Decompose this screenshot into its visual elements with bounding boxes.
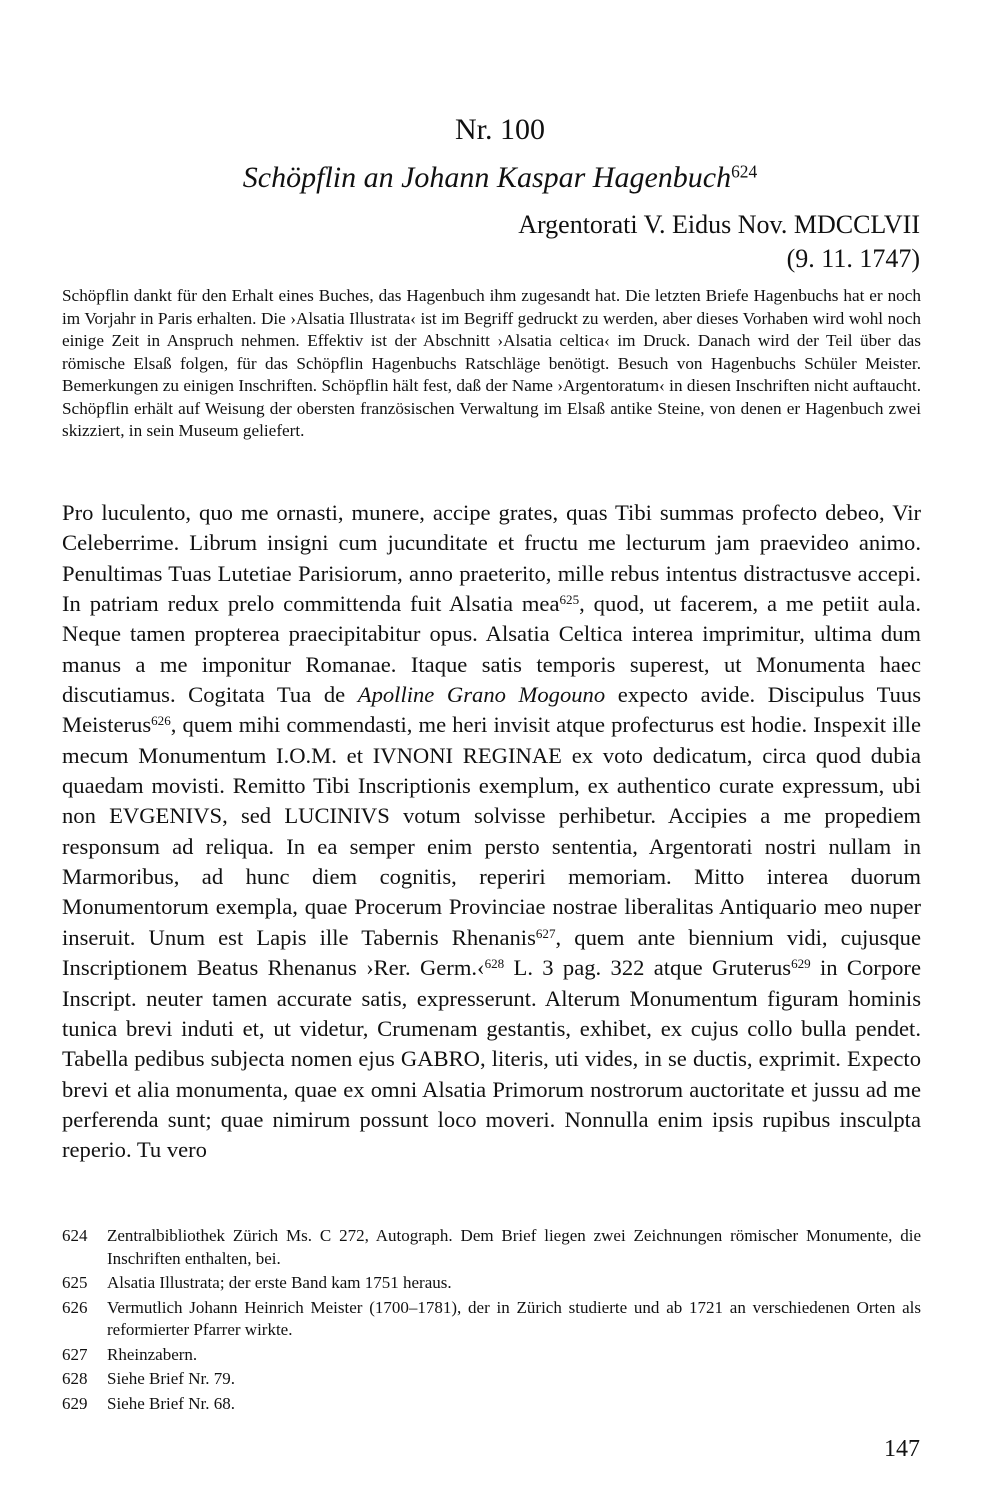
footnote-number: 627 — [62, 1344, 88, 1364]
letter-title-text: Schöpflin an Johann Kaspar Hagenbuch — [242, 161, 732, 194]
footnote-number: 628 — [62, 1369, 88, 1388]
letter-date-modern: (9. 11. 1747) — [786, 244, 920, 273]
letter-body — [62, 498, 921, 1166]
footnote-number: 629 — [62, 1393, 88, 1413]
footnote-text: Zentralbibliothek Zürich Ms. C 272, Autograph. Dem Brief liegen zwei Zeichnungen römischer Monumente, die Inschriften enthalten, bei. — [107, 1226, 921, 1268]
footnote-ref-628[interactable]: 628 — [484, 955, 505, 971]
footnote-ref-626[interactable]: 626 — [151, 713, 171, 729]
body-italic-text: Apolline Grano Mogouno — [357, 682, 606, 708]
body-text: in Corpore Inscript. neuter tamen accurate satis, expresserunt. Alterum Monumentum figuram hominis tunica brevi induti et, ut videtur, Crumenam gestantis, exhibet, ex cujus collo bulla pendet. Tabella pedibus subjecta nomen ejus GABRO, literis, uti vides, in se ductis, exprimit. Expecto brevi et alia monumenta, quae ex omni Alsatia Primorum nostrorum auctoritate et jussu ad me perferenda sunt; quae nimirum possunt loco moveri. Nonnulla enim ipsis rupibus insculpta reperio. Tu vero — [62, 955, 921, 1163]
body-text: L. 3 pag. 322 atque Gruterus — [504, 955, 792, 981]
footnote-text: Siehe Brief Nr. 68. — [107, 1393, 235, 1413]
footnote-text: Alsatia Illustrata; der erste Band kam 1751 heraus. — [107, 1273, 452, 1292]
letter-number-heading: Nr. 100 — [455, 113, 545, 146]
footnote-item — [62, 1368, 921, 1391]
footnote-ref-627[interactable]: 627 — [535, 925, 556, 941]
letter-title — [0, 160, 1000, 196]
footnote-ref-629[interactable]: 629 — [791, 955, 811, 971]
footnote-item — [62, 1225, 921, 1270]
footnote-number: 626 — [62, 1297, 88, 1317]
footnote-text: Rheinzabern. — [107, 1344, 198, 1364]
body-text: , quem ante biennium vidi, cujusque Inscriptionem Beatus Rhenanus ›Rer. Germ.‹ — [62, 924, 921, 981]
footnote-number: 624 — [62, 1226, 88, 1245]
letter-summary: Schöpflin dankt für den Erhalt eines Buches, das Hagenbuch ihm zugesandt hat. Die letzten Briefe Hagenbuchs hat er noch im Vorjahr in Paris erhalten. Die ›Alsatia Illustrata‹ ist im Begriff gedruckt zu werden, aber dieses Vorhaben wird wohl noch einige Zeit in Anspruch nehmen. Effektiv ist der Abschnitt ›Alsatia celtica‹ im Druck. Danach wird der Teil über das römische Elsaß folgen, für das Schöpflin Hagenbuchs Ratschläge benötigt. Besuch von Hagenbuchs Schüler Meister. Bemerkungen zu einigen Inschriften. Schöpflin hält fest, daß der Name ›Argentoratum‹ in diesen Inschriften nicht auftaucht. Schöpflin erhält auf Weisung der obersten französischen Verwaltung im Elsaß antike Steine, von denen er Hagenbuch zwei skizziert, in sein Museum geliefert. — [62, 286, 921, 440]
footnote-item — [62, 1393, 921, 1416]
footnote-item — [62, 1297, 921, 1342]
body-text: , quod, ut facerem, a me petiit aula. Neque tamen propterea praecipitabitur opus. Alsatia Celtica interea imprimitur, ultima dum manus a me imponitur Romanae. Itaque satis temporis superest, ut Monumenta haec discutiamus. Cogitata Tua de — [62, 591, 921, 708]
page-number: 147 — [884, 1436, 920, 1462]
footnote-item — [62, 1272, 921, 1295]
body-text: , quem mihi commendasti, me heri invisit atque profecturus est hodie. Inspexit ille mecum Monumentum I.O.M. et IVNONI REGINAE ex voto dedicatum, circa quod dubia quaedam movisti. Remitto Tibi Inscriptionis exemplum, ex authentico curate expressum, ubi non EVGENIVS, sed LUCINIVS votum solvisse perhibetur. Accipies a me propediem responsum ad reliqua. In ea semper enim persto sententia, Argentorati nostri nullam in Marmoribus, ad hunc diem cognitis, reperiri memoriam. Mitto interea duorum Monumentorum exempla, quae Procerum Provinciae nostrae liberalitas Antiquario meo nuper inseruit. Unum est Lapis ille Tabernis Rhenanis — [62, 712, 921, 950]
footnote-ref-624[interactable]: 624 — [731, 161, 758, 182]
footnote-number: 625 — [62, 1273, 88, 1292]
footnote-item — [62, 1344, 921, 1367]
body-text: Pro luculento, quo me ornasti, munere, accipe grates, quas Tibi summas profecto debeo, Vir Celeberrime. Librum insigni cum jucunditate et fructu me lecturum jam praevideo animo. Penultimas Tuas Lutetiae Parisiorum, anno praeterito, mille rebus intentus distractusve accepi. In patriam redux prelo committenda fuit Alsatia mea — [62, 500, 921, 617]
letter-date-latin: Argentorati V. Eidus Nov. MDCCLVII — [518, 210, 920, 239]
footnote-ref-625[interactable]: 625 — [559, 591, 580, 607]
footnotes — [62, 1225, 921, 1417]
footnote-text: Siehe Brief Nr. 79. — [107, 1369, 235, 1388]
footnote-text: Vermutlich Johann Heinrich Meister (1700–1781), der in Zürich studierte und ab 1721 an verschiedenen Orten als reformierter Pfarrer wirkte. — [107, 1297, 921, 1339]
body-text: expecto avide. Discipulus Tuus Meisterus — [62, 682, 921, 738]
